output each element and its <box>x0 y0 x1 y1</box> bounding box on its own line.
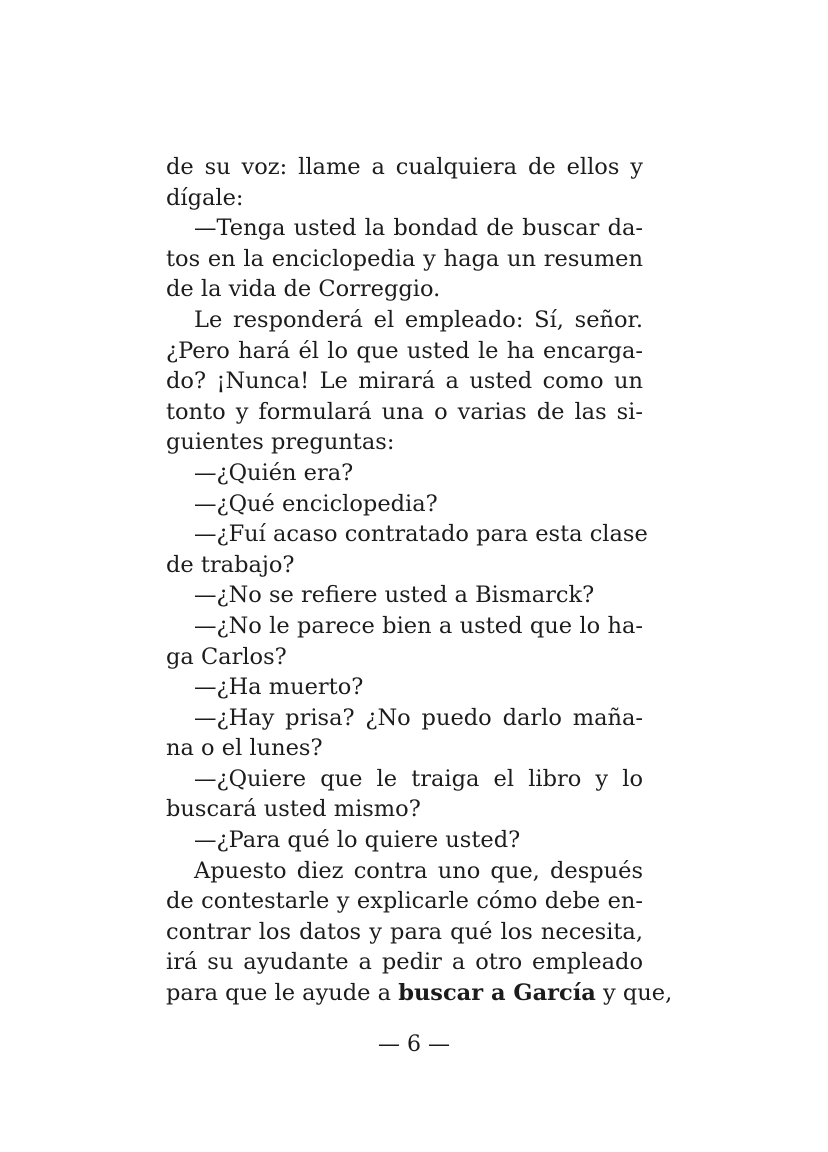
text-line: —¿No se refiere usted a Bismarck? <box>194 582 595 609</box>
text-line: Le responderá el empleado: Sí, señor. <box>194 306 643 333</box>
text-line: ga Carlos? <box>166 643 287 670</box>
text-line: ¿Pero hará él lo que usted le ha encarga- <box>166 337 643 364</box>
text-line: de la vida de Correggio. <box>166 276 441 303</box>
text-line: dígale: <box>166 184 244 211</box>
text-line: —¿Quién era? <box>194 459 354 486</box>
text-line: Apuesto diez contra uno que, después <box>194 857 643 884</box>
text-line: tonto y formulará una o varias de las si- <box>166 398 643 425</box>
text-run: y que, <box>595 980 673 1007</box>
text-line: de trabajo? <box>166 551 295 578</box>
text-line: —¿Quiere que le traiga el libro y lo <box>194 765 643 792</box>
text-line: —¿Hay prisa? ¿No puedo darlo maña- <box>194 704 643 731</box>
text-line: de su voz: llame a cualquiera de ellos y <box>166 154 643 180</box>
page-number: — 6 — <box>378 1032 450 1057</box>
body-text <box>166 152 673 1009</box>
text-line: —¿Ha muerto? <box>194 674 364 701</box>
text-line: guientes preguntas: <box>166 429 395 456</box>
text-line: —¿Fuí acaso contratado para esta clase <box>194 521 648 548</box>
text-line: —¿Para qué lo quiere usted? <box>194 827 521 854</box>
text-line: de contestarle y explicarle cómo debe en- <box>166 888 643 915</box>
bold-phrase: buscar a García <box>398 980 596 1007</box>
text-run: para que le ayude a <box>166 980 399 1007</box>
text-line: contrar los datos y para qué los necesita, <box>166 918 643 945</box>
text-line-final <box>166 978 673 1009</box>
text-line: —Tenga usted la bondad de buscar da- <box>194 215 643 242</box>
text-line: na o el lunes? <box>166 735 323 762</box>
text-line: —¿No le parece bien a usted que lo ha- <box>194 612 643 639</box>
text-line: tos en la enciclopedia y haga un resumen <box>166 245 643 272</box>
text-line: irá su ayudante a pedir a otro empleado <box>166 949 643 976</box>
text-line: —¿Qué enciclopedia? <box>194 490 438 517</box>
text-line: do? ¡Nunca! Le mirará a usted como un <box>166 368 643 395</box>
text-line: buscará usted mismo? <box>166 796 421 823</box>
